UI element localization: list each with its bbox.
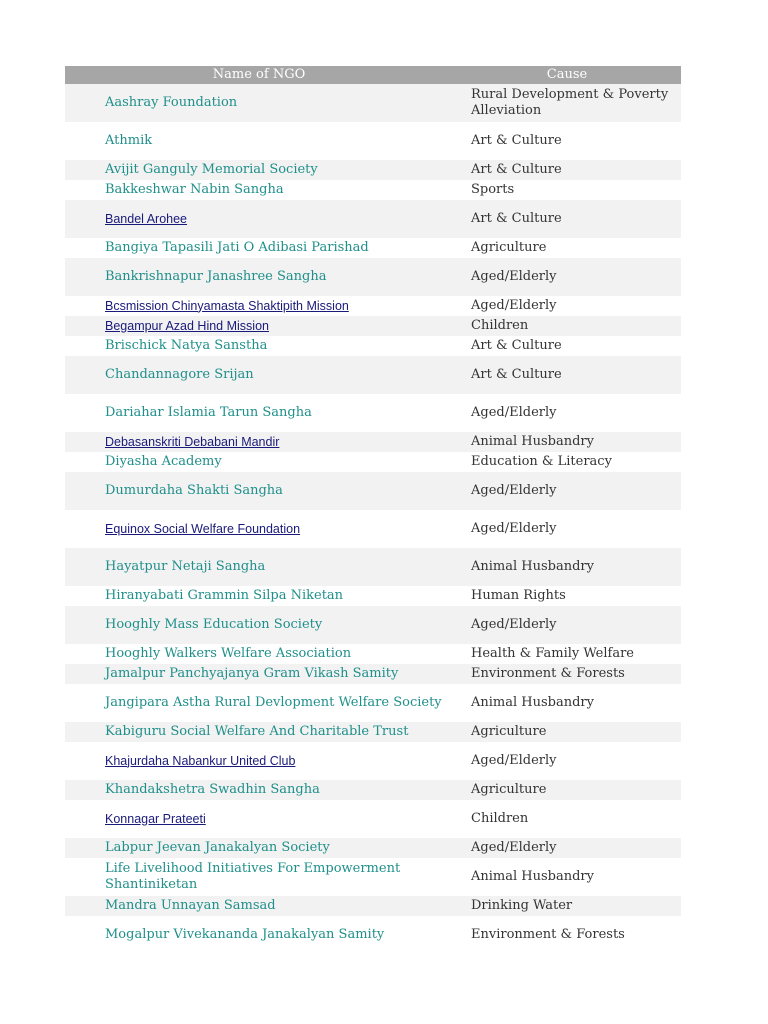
ngo-name-cell bbox=[65, 84, 453, 122]
cause-cell: Aged/Elderly bbox=[453, 472, 681, 510]
cause-cell: Animal Husbandry bbox=[453, 548, 681, 586]
cause-cell: Children bbox=[471, 811, 529, 826]
ngo-name-cell bbox=[65, 180, 453, 200]
ngo-name: Bakkeshwar Nabin Sangha bbox=[105, 182, 284, 197]
ngo-name-link[interactable]: Equinox Social Welfare Foundation bbox=[105, 521, 301, 536]
ngo-name-cell bbox=[65, 916, 453, 954]
ngo-name-cell bbox=[65, 336, 453, 356]
table-row bbox=[65, 742, 681, 780]
cause-cell: Aged/Elderly bbox=[453, 258, 681, 296]
cause-cell: Environment & Forests bbox=[471, 927, 625, 942]
header-cause: Cause bbox=[453, 66, 681, 84]
ngo-name-cell bbox=[65, 548, 453, 586]
cause-cell: Children bbox=[453, 316, 681, 336]
cause-cell: Aged/Elderly bbox=[453, 606, 681, 644]
table-row bbox=[65, 896, 681, 916]
ngo-name-cell bbox=[65, 742, 453, 780]
table-row bbox=[65, 472, 681, 510]
table-row bbox=[65, 606, 681, 644]
cause-cell: Rural Development & Poverty Alleviation bbox=[453, 84, 681, 122]
ngo-name-cell bbox=[65, 684, 453, 722]
ngo-name-cell bbox=[65, 858, 453, 896]
ngo-name: Dumurdaha Shakti Sangha bbox=[105, 483, 283, 498]
ngo-name-link[interactable]: Bcsmission Chinyamasta Shaktipith Mission bbox=[105, 298, 349, 313]
ngo-name: Diyasha Academy bbox=[105, 454, 222, 469]
table-row bbox=[65, 452, 681, 472]
ngo-name-cell bbox=[65, 122, 453, 160]
ngo-name-cell bbox=[65, 722, 453, 742]
cause-cell: Aged/Elderly bbox=[471, 298, 557, 313]
table-row bbox=[65, 316, 681, 336]
table-row bbox=[65, 84, 681, 122]
cause-cell: Environment & Forests bbox=[453, 664, 681, 684]
cause-cell: Sports bbox=[471, 182, 515, 197]
table-header-row bbox=[65, 66, 681, 84]
table-row bbox=[65, 296, 681, 316]
cause-cell: Human Rights bbox=[471, 588, 566, 603]
ngo-name: Hooghly Walkers Welfare Association bbox=[105, 646, 352, 661]
cause-cell: Art & Culture bbox=[453, 356, 681, 394]
table-row bbox=[65, 800, 681, 838]
ngo-name: Dariahar Islamia Tarun Sangha bbox=[105, 405, 312, 420]
ngo-name-cell bbox=[65, 160, 453, 180]
table-row bbox=[65, 548, 681, 586]
ngo-name: Jamalpur Panchyajanya Gram Vikash Samity bbox=[105, 666, 399, 681]
ngo-name-cell bbox=[65, 394, 453, 432]
ngo-name-cell bbox=[65, 356, 453, 394]
ngo-table bbox=[65, 66, 681, 954]
table-row bbox=[65, 510, 681, 548]
cause-cell: Aged/Elderly bbox=[471, 405, 557, 420]
ngo-name: Khandakshetra Swadhin Sangha bbox=[105, 782, 320, 797]
table-row bbox=[65, 356, 681, 394]
table-row bbox=[65, 238, 681, 258]
table-row bbox=[65, 432, 681, 452]
ngo-name-cell bbox=[65, 258, 453, 296]
table-row bbox=[65, 684, 681, 722]
cause-cell: Health & Family Welfare bbox=[471, 646, 635, 661]
ngo-name-cell bbox=[65, 838, 453, 858]
table-row bbox=[65, 916, 681, 954]
ngo-name-cell bbox=[65, 238, 453, 258]
ngo-name-link[interactable]: Begampur Azad Hind Mission bbox=[105, 318, 269, 333]
cause-cell: Agriculture bbox=[453, 722, 681, 742]
ngo-name: Brischick Natya Sanstha bbox=[105, 338, 268, 353]
ngo-name-cell bbox=[65, 606, 453, 644]
table-row bbox=[65, 180, 681, 200]
ngo-name: Avijit Ganguly Memorial Society bbox=[105, 162, 318, 177]
cause-cell: Aged/Elderly bbox=[471, 753, 557, 768]
cause-cell: Agriculture bbox=[453, 780, 681, 800]
ngo-name-cell bbox=[65, 452, 453, 472]
table-row bbox=[65, 858, 681, 896]
ngo-name-cell bbox=[65, 664, 453, 684]
cause-cell: Education & Literacy bbox=[471, 454, 612, 469]
ngo-name-link[interactable]: Debasanskriti Debabani Mandir bbox=[105, 434, 280, 449]
table-row bbox=[65, 258, 681, 296]
ngo-name-cell bbox=[65, 780, 453, 800]
table-row bbox=[65, 838, 681, 858]
ngo-name-link[interactable]: Khajurdaha Nabankur United Club bbox=[105, 753, 296, 768]
ngo-name-cell bbox=[65, 316, 453, 336]
table-row bbox=[65, 722, 681, 742]
table-row bbox=[65, 586, 681, 606]
ngo-name-cell bbox=[65, 432, 453, 452]
ngo-name-cell bbox=[65, 472, 453, 510]
ngo-name-cell bbox=[65, 896, 453, 916]
table-row bbox=[65, 780, 681, 800]
cause-cell: Aged/Elderly bbox=[471, 521, 557, 536]
cause-cell: Art & Culture bbox=[471, 133, 562, 148]
ngo-name: Bankrishnapur Janashree Sangha bbox=[105, 269, 327, 284]
cause-cell: Drinking Water bbox=[453, 896, 681, 916]
cause-cell: Animal Husbandry bbox=[471, 695, 594, 710]
ngo-name: Labpur Jeevan Janakalyan Society bbox=[105, 840, 330, 855]
table-row bbox=[65, 336, 681, 356]
cause-cell: Art & Culture bbox=[471, 338, 562, 353]
ngo-name-cell bbox=[65, 586, 453, 606]
ngo-name: Aashray Foundation bbox=[105, 95, 238, 110]
cause-cell: Aged/Elderly bbox=[453, 838, 681, 858]
ngo-name-cell bbox=[65, 200, 453, 238]
ngo-name: Life Livelihood Initiatives For Empowerment Shantiniketan bbox=[105, 861, 401, 892]
cause-cell: Art & Culture bbox=[453, 160, 681, 180]
cause-cell: Animal Husbandry bbox=[453, 432, 681, 452]
table-row bbox=[65, 644, 681, 664]
table-body bbox=[65, 84, 681, 954]
ngo-name: Mogalpur Vivekananda Janakalyan Samity bbox=[105, 927, 385, 942]
ngo-name: Hayatpur Netaji Sangha bbox=[105, 559, 266, 574]
ngo-name: Bangiya Tapasili Jati O Adibasi Parishad bbox=[105, 240, 369, 255]
ngo-name-cell bbox=[65, 510, 453, 548]
ngo-name: Kabiguru Social Welfare And Charitable Trust bbox=[105, 724, 409, 739]
ngo-name: Hiranyabati Grammin Silpa Niketan bbox=[105, 588, 344, 603]
table-row bbox=[65, 122, 681, 160]
header-name-of-ngo: Name of NGO bbox=[65, 66, 453, 84]
cause-cell: Animal Husbandry bbox=[471, 869, 594, 884]
table-row bbox=[65, 664, 681, 684]
ngo-name-cell bbox=[65, 800, 453, 838]
ngo-name-cell bbox=[65, 296, 453, 316]
ngo-name: Hooghly Mass Education Society bbox=[105, 617, 323, 632]
ngo-name: Athmik bbox=[105, 133, 153, 148]
ngo-name: Mandra Unnayan Samsad bbox=[105, 898, 276, 913]
ngo-name-cell bbox=[65, 644, 453, 664]
ngo-name-link[interactable]: Konnagar Prateeti bbox=[105, 811, 206, 826]
table-row bbox=[65, 200, 681, 238]
cause-cell: Agriculture bbox=[471, 240, 547, 255]
cause-cell: Art & Culture bbox=[453, 200, 681, 238]
ngo-name: Jangipara Astha Rural Devlopment Welfare Society bbox=[105, 695, 442, 710]
ngo-name-link[interactable]: Bandel Arohee bbox=[105, 211, 188, 226]
ngo-name: Chandannagore Srijan bbox=[105, 367, 254, 382]
table-row bbox=[65, 394, 681, 432]
table-row bbox=[65, 160, 681, 180]
